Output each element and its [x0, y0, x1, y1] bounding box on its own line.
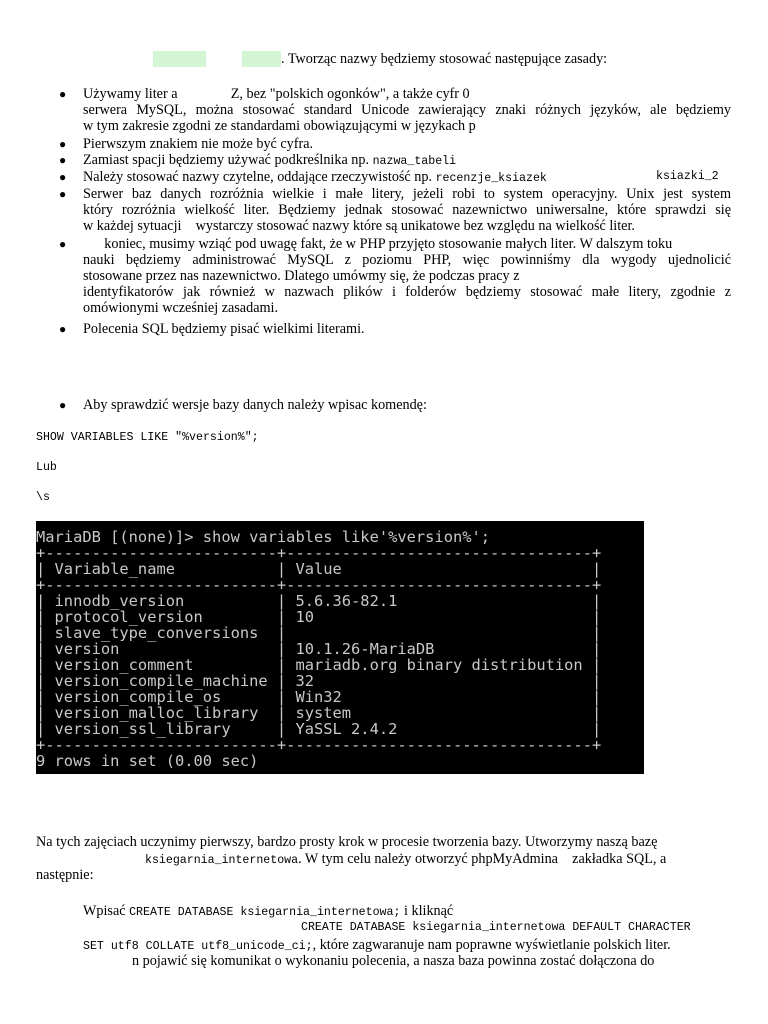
step-wpisac: Wpisać — [83, 903, 130, 919]
bullet-5: ● — [59, 187, 67, 201]
step-tail: , które zagwaranuje nam poprawne wyświetlanie polskich liter. — [312, 937, 671, 953]
rule-3-text: Zamiast spacji będziemy używać podkreślnika np. — [83, 152, 373, 168]
bullet-version: ● — [59, 398, 67, 412]
rule-4-text: Należy stosować nazwy czytelne, oddające rzeczywistość np. — [83, 169, 436, 185]
rule-1-line-2: serwera MySQL, można stosować standard Unicode zawierający znaki różnych języków, ale będziemy — [83, 102, 731, 118]
para-intro-code: ksiegarnia_internetowa — [145, 854, 299, 867]
rule-5 — [83, 186, 731, 234]
rule-4 — [83, 169, 731, 187]
rule-1-line-3: w tym zakresie zgodni ze standardami obowiązującymi w językach p — [83, 118, 476, 134]
terminal-prompt: MariaDB [(none)]> show variables like'%version%'; — [36, 528, 491, 546]
bullet-3: ● — [59, 153, 67, 167]
rule-6-line-1: koniec, musimy wziąć pod uwagę fakt, że w PHP przyjęto stosowanie małych liter. W dalszym toku — [83, 236, 673, 252]
rule-5-line-2: który rozróżnia wielkość liter. Będziemy jednak stosować nazewnictwo uniwersalne, które sprawdzi się — [83, 202, 731, 218]
intro-line: . Tworząc nazwy będziemy stosować następujące zasady: — [281, 51, 608, 67]
bullet-2: ● — [59, 137, 67, 151]
para-intro-line-3: następnie: — [36, 867, 94, 883]
rule-3-code: nazwa_tabeli — [372, 155, 457, 168]
step-line-1 — [83, 903, 453, 921]
bullet-1: ● — [59, 87, 67, 101]
rule-2 — [83, 136, 731, 152]
bullet-4: ● — [59, 170, 67, 184]
terminal-border-bottom: +-------------------------+---------------------------------+ — [36, 736, 602, 754]
step-code-3: SET utf8 COLLATE utf8_unicode_ci; — [83, 940, 313, 953]
terminal-row: | version_compile_machine | 32 | — [36, 672, 602, 690]
terminal-row: | version_malloc_library | system | — [36, 704, 602, 722]
terminal-screenshot — [36, 521, 644, 774]
terminal-border-mid: +-------------------------+---------------------------------+ — [36, 576, 602, 594]
terminal-row: | protocol_version | 10 | — [36, 608, 602, 626]
rule-4-code: recenzje_ksiazek — [435, 172, 547, 185]
step-i-kliknac: i kliknąć — [400, 903, 454, 919]
rule-7 — [83, 321, 731, 337]
step-code-2: CREATE DATABASE ksiegarnia_internetowa DEFAULT CHARACTER — [301, 921, 691, 934]
terminal-footer: 9 rows in set (0.00 sec) — [36, 752, 259, 770]
rule-6-line-2: nauki będziemy administrować MySQL z poziomu PHP, więc powinniśmy dla wygody ujednolicić — [83, 252, 731, 268]
rule-3 — [83, 152, 731, 170]
terminal-row: | version | 10.1.26-MariaDB | — [36, 640, 602, 658]
terminal-header: | Variable_name | Value | — [36, 560, 602, 578]
rule-1-line-1: Używamy liter a Z, bez "polskich ogonków", a także cyfr 0 — [83, 86, 470, 102]
rule-6-line-3: stosowane przez nas nazewnictwo. Dlatego umówmy się, że podczas pracy z — [83, 268, 520, 284]
rule-7-line-1: Polecenia SQL będziemy pisać wielkimi literami. — [83, 321, 365, 337]
para-intro-line-2-rest: . W tym celu należy otworzyć phpMyAdmina zakładka SQL, a — [298, 851, 667, 867]
rule-5-line-1: Serwer baz danych rozróżnia wielkie i małe litery, jeżeli robi to system operacyjny. Unix jest system — [83, 186, 731, 202]
rule-6 — [83, 236, 731, 316]
rule-4-code-2: ksiazki_2 — [656, 170, 719, 183]
terminal-row: | version_ssl_library | YaSSL 2.4.2 | — [36, 720, 602, 738]
terminal-border-top: +-------------------------+---------------------------------+ — [36, 544, 602, 562]
version-check-text: Aby sprawdzić wersje bazy danych należy wpisac komendę: — [83, 397, 427, 413]
cmd-show-variables: SHOW VARIABLES LIKE "%version%"; — [36, 431, 259, 444]
step-code-1: CREATE DATABASE ksiegarnia_internetowa; — [129, 906, 401, 919]
highlight-mark-2 — [242, 51, 281, 67]
terminal-row: | slave_type_conversions | | — [36, 624, 602, 642]
terminal-row: | innodb_version | 5.6.36-82.1 | — [36, 592, 602, 610]
terminal-row: | version_compile_os | Win32 | — [36, 688, 602, 706]
para-intro-line-2 — [145, 851, 666, 869]
para-intro-line-1: Na tych zajęciach uczynimy pierwszy, bardzo prosty krok w procesie tworzenia bazy. Utworzymy naszą bazę — [36, 834, 658, 850]
rule-1 — [83, 86, 731, 134]
rule-2-line-1: Pierwszym znakiem nie może być cyfra. — [83, 136, 314, 152]
bullet-6: ● — [59, 237, 67, 251]
step-line-4: n pojawić się komunikat o wykonaniu polecenia, a nasza baza powinna zostać dołączona do — [132, 953, 655, 969]
terminal-row: | version_comment | mariadb.org binary distribution | — [36, 656, 602, 674]
cmd-s: \s — [36, 491, 50, 504]
highlight-mark-1 — [153, 51, 206, 67]
rule-6-line-4: identyfikatorów jak również w nazwach plików i folderów będziemy stosować małe litery, zgodnie z — [83, 284, 731, 300]
bullet-7: ● — [59, 322, 67, 336]
rule-6-line-5: omówionymi wcześniej zasadami. — [83, 300, 279, 316]
lub-text: Lub — [36, 461, 57, 474]
rule-5-line-3: w każdej sytuacji wystarczy stosować nazwy które są unikatowe bez względu na wielkość liter. — [83, 218, 635, 234]
